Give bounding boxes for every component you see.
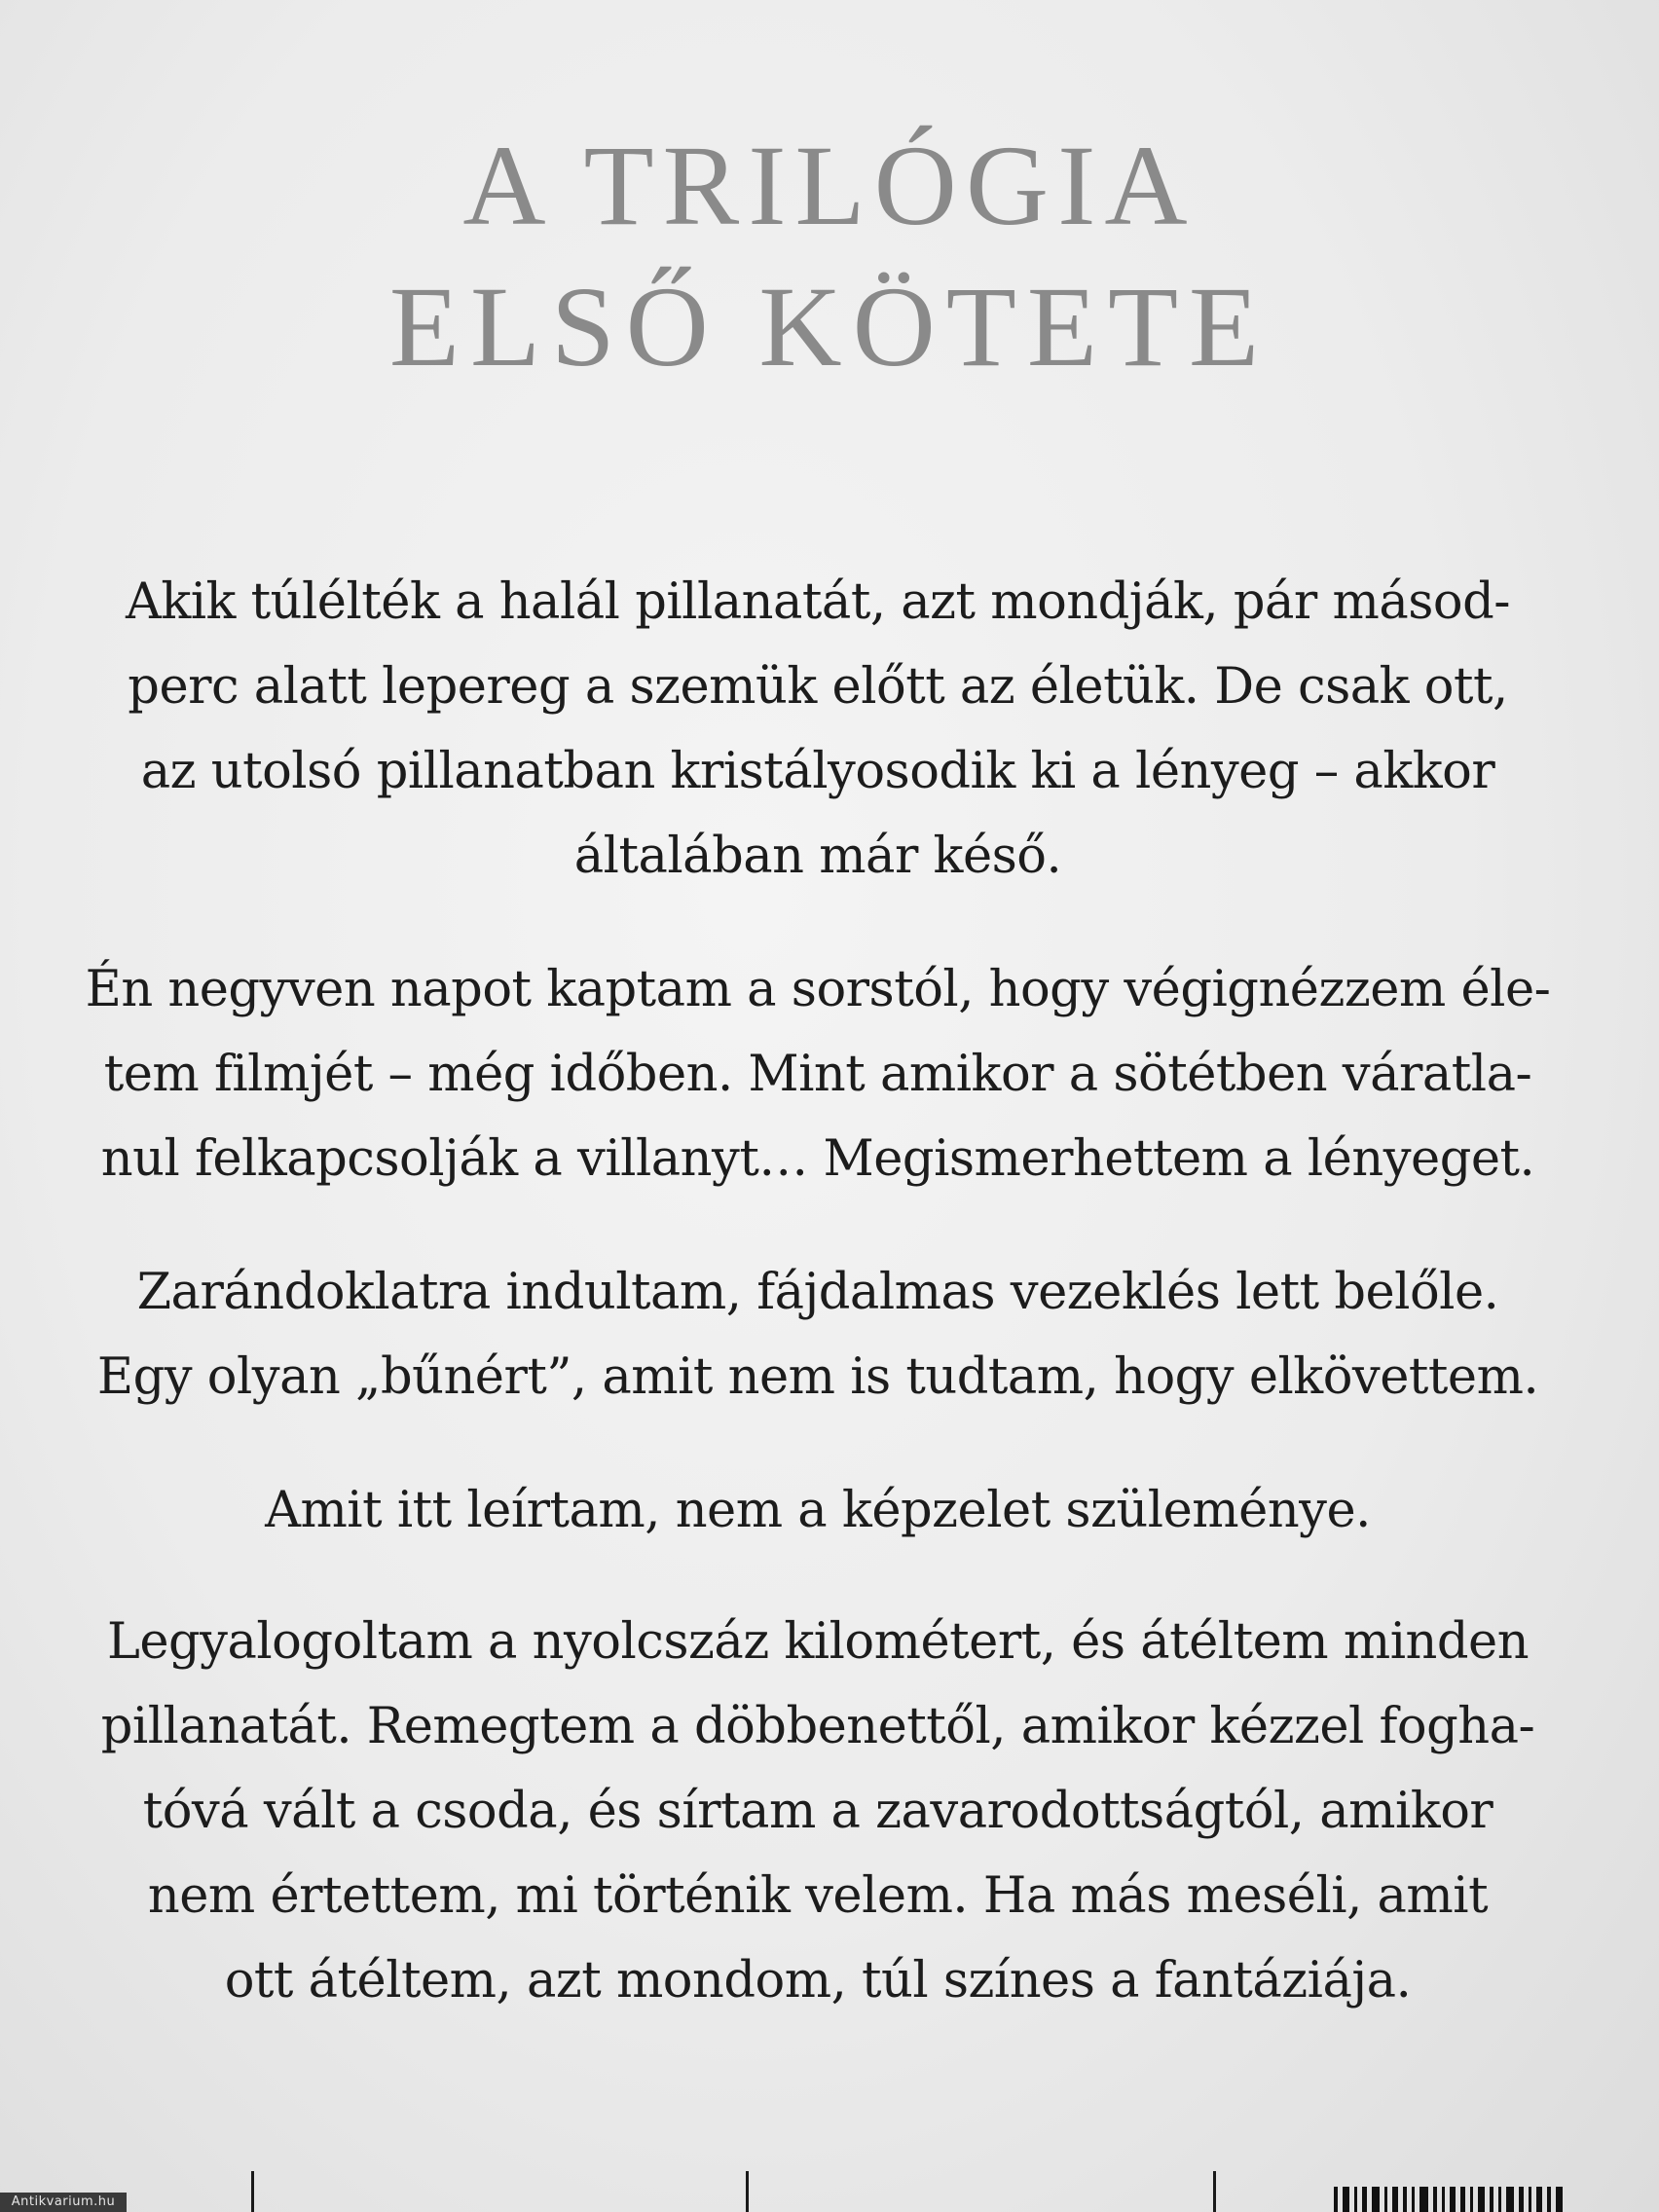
text-line: Én negyven napot kaptam a sorstól, hogy végignézzem éle- xyxy=(85,961,1551,1018)
watermark: Antikvarium.hu xyxy=(0,2193,127,2212)
crop-mark xyxy=(746,2171,749,2212)
text-line: perc alatt lepereg a szemük előtt az életük. De csak ott, xyxy=(128,658,1508,716)
text-line: Akik túlélték a halál pillanatát, azt mondják, pár másod- xyxy=(125,573,1510,631)
paragraph-5 xyxy=(68,1600,1567,2023)
heading-line-1: A TRILÓGIA xyxy=(462,122,1197,249)
text-line: nul felkapcsolják a villanyt… Megismerhettem a lényeget. xyxy=(100,1130,1535,1188)
text-line: Amit itt leírtam, nem a képzelet szüleménye. xyxy=(265,1482,1371,1539)
text-line: Egy olyan „bűnért”, amit nem is tudtam, hogy elkövettem. xyxy=(96,1348,1539,1406)
text-line: Zarándoklatra indultam, fájdalmas vezeklés lett belőle. xyxy=(136,1264,1499,1321)
text-line: tem filmjét – még időben. Mint amikor a sötétben váratla- xyxy=(103,1046,1532,1103)
heading-line-2: ELSŐ KÖTETE xyxy=(388,263,1271,390)
text-line: általában már késő. xyxy=(573,828,1062,885)
text-line: Legyalogoltam a nyolcszáz kilométert, és átéltem minden xyxy=(106,1613,1530,1671)
crop-mark xyxy=(251,2171,254,2212)
text-line: az utolsó pillanatban kristályosodik ki a lényeg – akkor xyxy=(140,743,1495,800)
paragraph-4 xyxy=(68,1468,1567,1553)
cover-heading xyxy=(0,115,1659,397)
text-line: nem értettem, mi történik velem. Ha más meséli, amit xyxy=(147,1867,1489,1925)
paragraph-3 xyxy=(68,1250,1567,1419)
text-line: tóvá vált a csoda, és sírtam a zavarodottságtól, amikor xyxy=(142,1783,1493,1840)
paragraph-2 xyxy=(68,947,1567,1201)
text-line: pillanatát. Remegtem a döbbenettől, amikor kézzel fogha- xyxy=(100,1698,1535,1755)
blurb-text xyxy=(68,560,1567,2072)
crop-mark xyxy=(1213,2171,1216,2212)
text-line: ott átéltem, azt mondom, túl színes a fantáziája. xyxy=(224,1952,1412,2009)
paragraph-1 xyxy=(68,560,1567,899)
barcode-fragment xyxy=(1334,2187,1659,2212)
